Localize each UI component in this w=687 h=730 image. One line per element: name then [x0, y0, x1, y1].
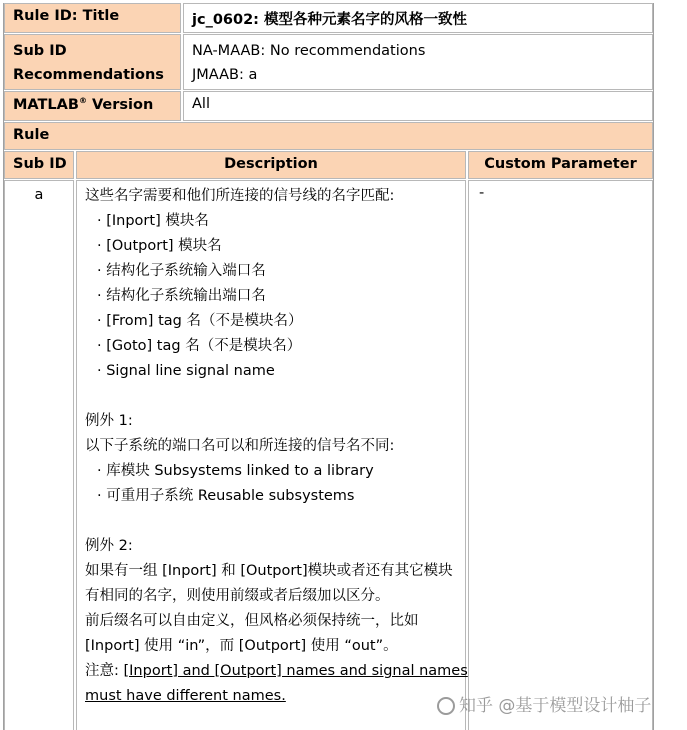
- description-bullet-subsystem-input: · 结构化子系统输入端口名: [97, 263, 266, 279]
- column-header-sub-id: Sub ID: [4, 151, 74, 179]
- description-bullet-from-tag: · [From] tag 名（不是模块名）: [97, 313, 303, 329]
- matlab-version-label: MATLAB® Version: [13, 96, 154, 113]
- sub-id-recommendations-value-cell: [183, 34, 653, 90]
- exception-2-text: 前后缀名可以自由定义，但风格必须保持统一，比如: [85, 613, 419, 629]
- watermark: 知乎 @基于模型设计柚子: [437, 691, 651, 716]
- exception-2-text: 如果有一组 [Inport] 和 [Outport]模块或者还有其它模块: [85, 563, 453, 579]
- entry-sub-id-cell: [4, 180, 74, 730]
- zhihu-icon: [437, 697, 455, 715]
- matlab-version-value: All: [192, 96, 210, 112]
- column-header-row: [4, 151, 653, 179]
- description-spacer: [85, 384, 465, 409]
- matlab-version-label-cell: [4, 91, 181, 121]
- sub-id-label: Sub ID: [13, 43, 67, 59]
- recommendation-jmaab: JMAAB: a: [192, 67, 258, 83]
- entry-sub-id: a: [34, 187, 44, 203]
- description-line: 这些名字需要和他们所连接的信号线的名字匹配:: [85, 188, 395, 204]
- exception-2-text: 有相同的名字，则使用前缀或者后缀加以区分。: [85, 588, 390, 604]
- column-header-description: Description: [76, 151, 466, 179]
- description-bullet-inport: · [Inport] 模块名: [97, 213, 209, 229]
- exception-1-bullet-reusable: · 可重用子系统 Reusable subsystems: [97, 488, 355, 504]
- rule-id-row: [4, 3, 653, 33]
- sub-id-recommendations-label-cell: [4, 34, 181, 90]
- rule-section-row: [4, 122, 653, 150]
- description-bullet-outport: · [Outport] 模块名: [97, 238, 222, 254]
- rule-section-cell: [4, 122, 653, 150]
- recommendation-na-maab: NA-MAAB: No recommendations: [192, 43, 426, 59]
- note-link[interactable]: [Inport] and [Outport] names and signal names: [123, 663, 468, 679]
- rule-entry-row: [4, 180, 653, 730]
- exception-1-bullet-library: · 库模块 Subsystems linked to a library: [97, 463, 374, 479]
- sub-id-recommendations-row: [4, 34, 653, 90]
- matlab-version-row: [4, 91, 653, 121]
- rule-id-title: jc_0602: 模型各种元素名字的风格一致性: [192, 12, 468, 28]
- entry-custom-parameter: -: [479, 185, 485, 201]
- entry-custom-parameter-cell: [468, 180, 653, 730]
- description-bullet-goto-tag: · [Goto] tag 名（不是模块名）: [97, 338, 302, 354]
- rule-id-label-cell: [4, 3, 181, 33]
- column-header-custom-parameter: Custom Parameter: [468, 151, 653, 179]
- exception-1-text: 以下子系统的端口名可以和所连接的信号名不同:: [85, 438, 395, 454]
- exception-2-heading: 例外 2:: [85, 538, 133, 554]
- rule-id-value-cell: [183, 3, 653, 33]
- recommendations-label: Recommendations: [13, 67, 164, 83]
- exception-2-text: [Inport] 使用 “in”，而 [Outport] 使用 “out”。: [85, 638, 398, 654]
- matlab-version-value-cell: [183, 91, 653, 121]
- description-spacer: [85, 509, 465, 534]
- rule-section-label: Rule: [13, 127, 50, 143]
- note-line: 注意: [Inport] and [Outport] names and signal names: [85, 663, 468, 679]
- description-bullet-subsystem-output: · 结构化子系统输出端口名: [97, 288, 266, 304]
- entry-description-cell: [76, 180, 466, 730]
- exception-1-heading: 例外 1:: [85, 413, 133, 429]
- rule-id-label: Rule ID: Title: [13, 8, 120, 24]
- note-line: [85, 684, 465, 709]
- description-bullet-signal-line: · Signal line signal name: [97, 363, 275, 379]
- note-link[interactable]: must have different names.: [85, 688, 286, 704]
- rule-table: [3, 3, 654, 730]
